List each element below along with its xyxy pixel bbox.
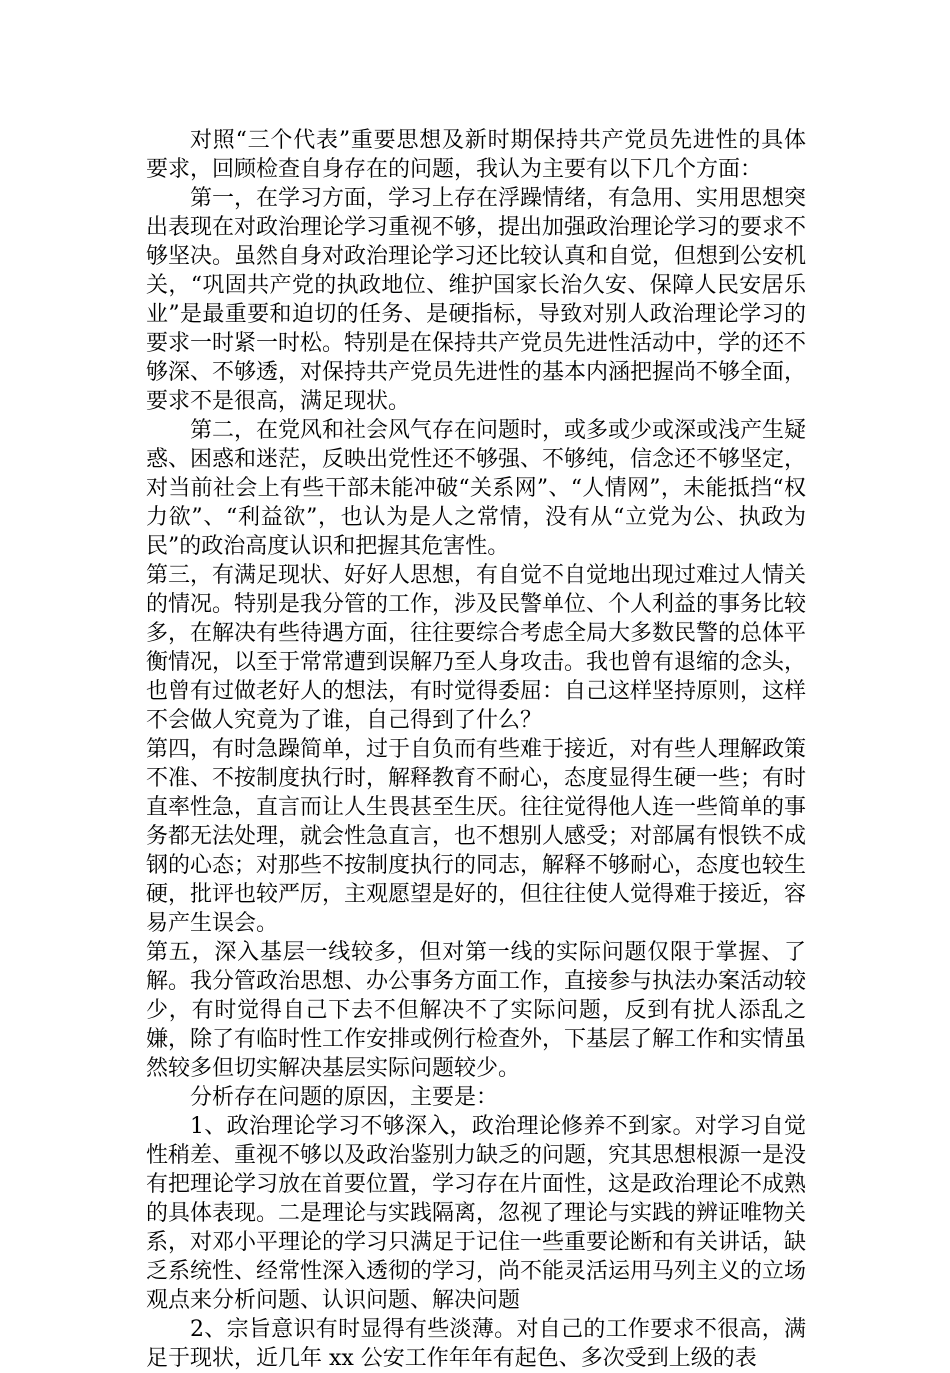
paragraph-intro: 对照“三个代表”重要思想及新时期保持共产党员先进性的具体要求，回顾检查自身存在的问题，我认为主要有以下几个方面： <box>146 128 806 182</box>
paragraph-cause-intro: 分析存在问题的原因，主要是： <box>190 1085 499 1110</box>
paragraph-fifth-issue: 第五，深入基层一线较多，但对第一线的实际问题仅限于掌握、了解。我分管政治思想、办公事务方面工作，直接参与执法办案活动较少，有时觉得自己下去不但解决不了实际问题，反到有扰人添乱之嫌，除了有临时性工作安排或例行检查外，下基层了解工作和实情虽然较多但切实解决基层实际问题较少。 <box>146 940 807 1081</box>
paragraph-cause-two: 2、宗旨意识有时显得有些淡薄。对自己的工作要求不很高，满足于现状，近几年 xx 公安工作年年有起色、多次受到上级的表 <box>146 1317 806 1371</box>
document-body <box>146 126 806 1373</box>
paragraph-fourth-issue: 第四，有时急躁简单，过于自负而有些难于接近，对有些人理解政策不准、不按制度执行时，解释教育不耐心，态度显得生硬一些；有时直率性急，直言而让人生畏甚至生厌。往往觉得他人连一些简单的事务都无法处理，就会性急直言，也不想别人感受；对部属有恨铁不成钢的心态；对那些不按制度执行的同志，解释不够耐心，态度也较生硬，批评也较严厉，主观愿望是好的，但往往使人觉得难于接近，容易产生误会。 <box>146 737 807 936</box>
paragraph-first-issue: 第一，在学习方面，学习上存在浮躁情绪，有急用、实用思想突出表现在对政治理论学习重视不够，提出加强政治理论学习的要求不够坚决。虽然自身对政治理论学习还比较认真和自觉，但想到公安机关，“巩固共产党的执政地位、维护国家长治久安、保障人民安居乐业”是最重要和迫切的任务、是硬指标，导致对别人政治理论学习的要求一时紧一时松。特别是在保持共产党员先进性活动中，学的还不够深、不够透，对保持共产党员先进性的基本内涵把握尚不够全面，要求不是很高，满足现状。 <box>146 186 807 414</box>
paragraph-third-issue: 第三，有满足现状、好好人思想，有自觉不自觉地出现过难过人情关的情况。特别是我分管的工作，涉及民警单位、个人利益的事务比较多，在解决有些待遇方面，往往要综合考虑全局大多数民警的总体平衡情况，以至于常常遭到误解乃至人身攻击。我也曾有退缩的念头，也曾有过做老好人的想法，有时觉得委屈：自己这样坚持原则，这样不会做人究竟为了谁，自己得到了什么？ <box>146 563 807 733</box>
paragraph-cause-one: 1、政治理论学习不够深入，政治理论修养不到家。对学习自觉性稍差、重视不够以及政治鉴别力缺乏的问题，究其思想根源一是没有把理论学习放在首要位置，学习存在片面性，这是政治理论不成熟的具体表现。二是理论与实践隔离，忽视了理论与实践的辨证唯物关系，对邓小平理论的学习只满足于记住一些重要论断和有关讲话，缺乏系统性、经常性深入透彻的学习，尚不能灵活运用马列主义的立场观点来分析问题、认识问题、解决问题 <box>146 1114 807 1313</box>
paragraph-second-issue: 第二，在党风和社会风气存在问题时，或多或少或深或浅产生疑惑、困惑和迷茫，反映出党性还不够强、不够纯，信念还不够坚定，对当前社会上有些干部未能冲破“关系网”、“人情网”，未能抵挡“权力欲”、“利益欲”，也认为是人之常情，没有从“立党为公、执政为民”的政治高度认识和把握其危害性。 <box>146 418 807 559</box>
